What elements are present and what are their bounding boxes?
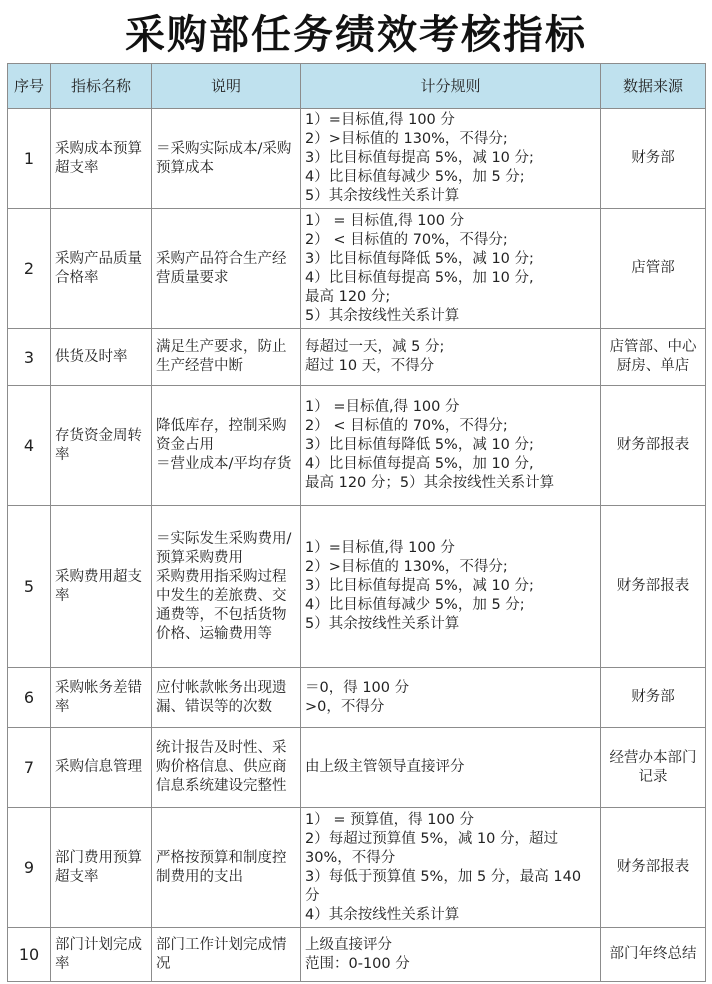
desc-line: ＝营业成本/平均存货: [156, 456, 292, 472]
cell-source: 财务部报表: [601, 506, 706, 668]
desc-line: 采购产品符合生产经营质量要求: [156, 250, 287, 286]
table-header-row: [8, 64, 706, 109]
desc-line: 降低库存，控制采购资金占用: [156, 418, 287, 453]
desc-line: 采购费用指采购过程中发生的差旅费、交通费等，不包括货物价格、运输费用等: [156, 568, 287, 642]
cell-source: 财务部报表: [601, 386, 706, 506]
cell-name: 供货及时率: [51, 329, 152, 386]
desc-line: 应付帐款帐务出现遗漏、错误等的次数: [156, 679, 287, 715]
rule-line: 1）=目标值,得 100 分: [305, 112, 455, 128]
rule-line: 2） < 目标值的 70%，不得分;: [305, 418, 508, 434]
cell-rules: [301, 808, 601, 928]
rule-line: 4）比目标值每提高 5%，加 10 分,: [305, 456, 534, 472]
page-title: 采购部任务绩效考核指标: [125, 11, 587, 58]
cell-rules: [301, 928, 601, 982]
rule-line: 2）每超过预算值 5%，减 10 分，超过 30%，不得分: [305, 830, 559, 866]
cell-desc: [152, 209, 301, 329]
cell-no: 7: [8, 728, 51, 808]
rule-line: 3）比目标值每降低 5%，减 10 分;: [305, 250, 534, 267]
table-row: [8, 506, 706, 668]
cell-source: 店管部: [601, 209, 706, 329]
rule-line: 1） = 预算值，得 100 分: [305, 811, 474, 828]
cell-no: 1: [8, 109, 51, 209]
cell-rules: [301, 329, 601, 386]
cell-name: 采购帐务差错率: [51, 668, 152, 728]
cell-name: 采购费用超支率: [51, 506, 152, 668]
rule-line: 1） =目标值,得 100 分: [305, 399, 460, 415]
cell-source: 财务部报表: [601, 808, 706, 928]
cell-source: 经营办本部门记录: [601, 728, 706, 808]
rule-line: 2）>目标值的 130%，不得分;: [305, 131, 508, 147]
rule-line: >0，不得分: [305, 698, 385, 715]
desc-line: ＝采购实际成本/采购预算成本: [156, 140, 292, 176]
rule-line: 3）比目标值每降低 5%，减 10 分;: [305, 437, 534, 453]
rule-line: 5）其余按线性关系计算: [305, 616, 460, 632]
rule-line: 每超过一天，减 5 分;: [305, 339, 445, 355]
cell-rules: [301, 109, 601, 209]
cell-desc: [152, 386, 301, 506]
rule-line: ＝0，得 100 分: [305, 679, 410, 696]
table-row: [8, 209, 706, 329]
table-row: [8, 928, 706, 982]
desc-line: 满足生产要求，防止生产经营中断: [156, 339, 287, 374]
cell-name: 存货资金周转率: [51, 386, 152, 506]
rule-line: 5）其余按线性关系计算: [305, 188, 460, 204]
desc-line: 统计报告及时性、采购价格信息、供应商信息系统建设完整性: [156, 740, 287, 794]
cell-rules: [301, 668, 601, 728]
cell-rules: [301, 209, 601, 329]
rule-line: 4）比目标值每减少 5%，加 5 分;: [305, 169, 525, 185]
rule-line: 5）其余按线性关系计算: [305, 307, 460, 324]
cell-source: 部门年终总结: [601, 928, 706, 982]
rule-line: 2） < 目标值的 70%，不得分;: [305, 231, 508, 248]
cell-name: 部门计划完成率: [51, 928, 152, 982]
table-row: [8, 329, 706, 386]
rule-line: 2）>目标值的 130%，不得分;: [305, 559, 508, 575]
cell-desc: [152, 506, 301, 668]
table-row: [8, 386, 706, 506]
rule-line: 超过 10 天，不得分: [305, 358, 435, 374]
cell-name: 采购成本预算超支率: [51, 109, 152, 209]
rule-line: 3）每低于预算值 5%，加 5 分，最高 140 分: [305, 868, 582, 904]
rule-line: 3）比目标值每提高 5%，减 10 分;: [305, 150, 534, 166]
rule-line: 最高 120 分;: [305, 288, 391, 305]
rule-line: 4）比目标值每提高 5%，加 10 分,: [305, 269, 534, 286]
rule-line: 4）其余按线性关系计算: [305, 906, 460, 923]
cell-no: 2: [8, 209, 51, 329]
cell-no: 5: [8, 506, 51, 668]
cell-desc: [152, 668, 301, 728]
table-row: [8, 728, 706, 808]
rule-line: 上级直接评分: [305, 936, 392, 953]
cell-name: 采购信息管理: [51, 728, 152, 808]
cell-name: 采购产品质量合格率: [51, 209, 152, 329]
column-header-no: 序号: [8, 64, 51, 109]
rule-line: 1） = 目标值,得 100 分: [305, 212, 465, 229]
cell-source: 店管部、中心厨房、单店: [601, 329, 706, 386]
rule-line: 范围：0-100 分: [305, 955, 410, 972]
column-header-rules: 计分规则: [301, 64, 601, 109]
cell-no: 3: [8, 329, 51, 386]
cell-source: 财务部: [601, 668, 706, 728]
desc-line: 部门工作计划完成情况: [156, 936, 287, 972]
cell-rules: [301, 728, 601, 808]
rule-line: 4）比目标值每减少 5%，加 5 分;: [305, 597, 525, 613]
cell-name: 部门费用预算超支率: [51, 808, 152, 928]
desc-line: 严格按预算和制度控制费用的支出: [156, 849, 287, 885]
cell-no: 6: [8, 668, 51, 728]
cell-desc: [152, 109, 301, 209]
table-row: [8, 808, 706, 928]
cell-desc: [152, 728, 301, 808]
column-header-source: 数据来源: [601, 64, 706, 109]
column-header-name: 指标名称: [51, 64, 152, 109]
desc-line: ＝实际发生采购费用/预算采购费用: [156, 530, 292, 566]
kpi-table: [7, 63, 706, 982]
cell-rules: [301, 386, 601, 506]
cell-rules: [301, 506, 601, 668]
rule-line: 最高 120 分；5）其余按线性关系计算: [305, 475, 555, 491]
cell-desc: [152, 928, 301, 982]
cell-desc: [152, 329, 301, 386]
rule-line: 由上级主管领导直接评分: [305, 759, 465, 775]
cell-source: 财务部: [601, 109, 706, 209]
cell-no: 4: [8, 386, 51, 506]
column-header-desc: 说明: [152, 64, 301, 109]
cell-desc: [152, 808, 301, 928]
rule-line: 1）=目标值,得 100 分: [305, 540, 455, 556]
cell-no: 10: [8, 928, 51, 982]
table-row: [8, 109, 706, 209]
rule-line: 3）比目标值每提高 5%，减 10 分;: [305, 578, 534, 594]
cell-no: 9: [8, 808, 51, 928]
table-row: [8, 668, 706, 728]
